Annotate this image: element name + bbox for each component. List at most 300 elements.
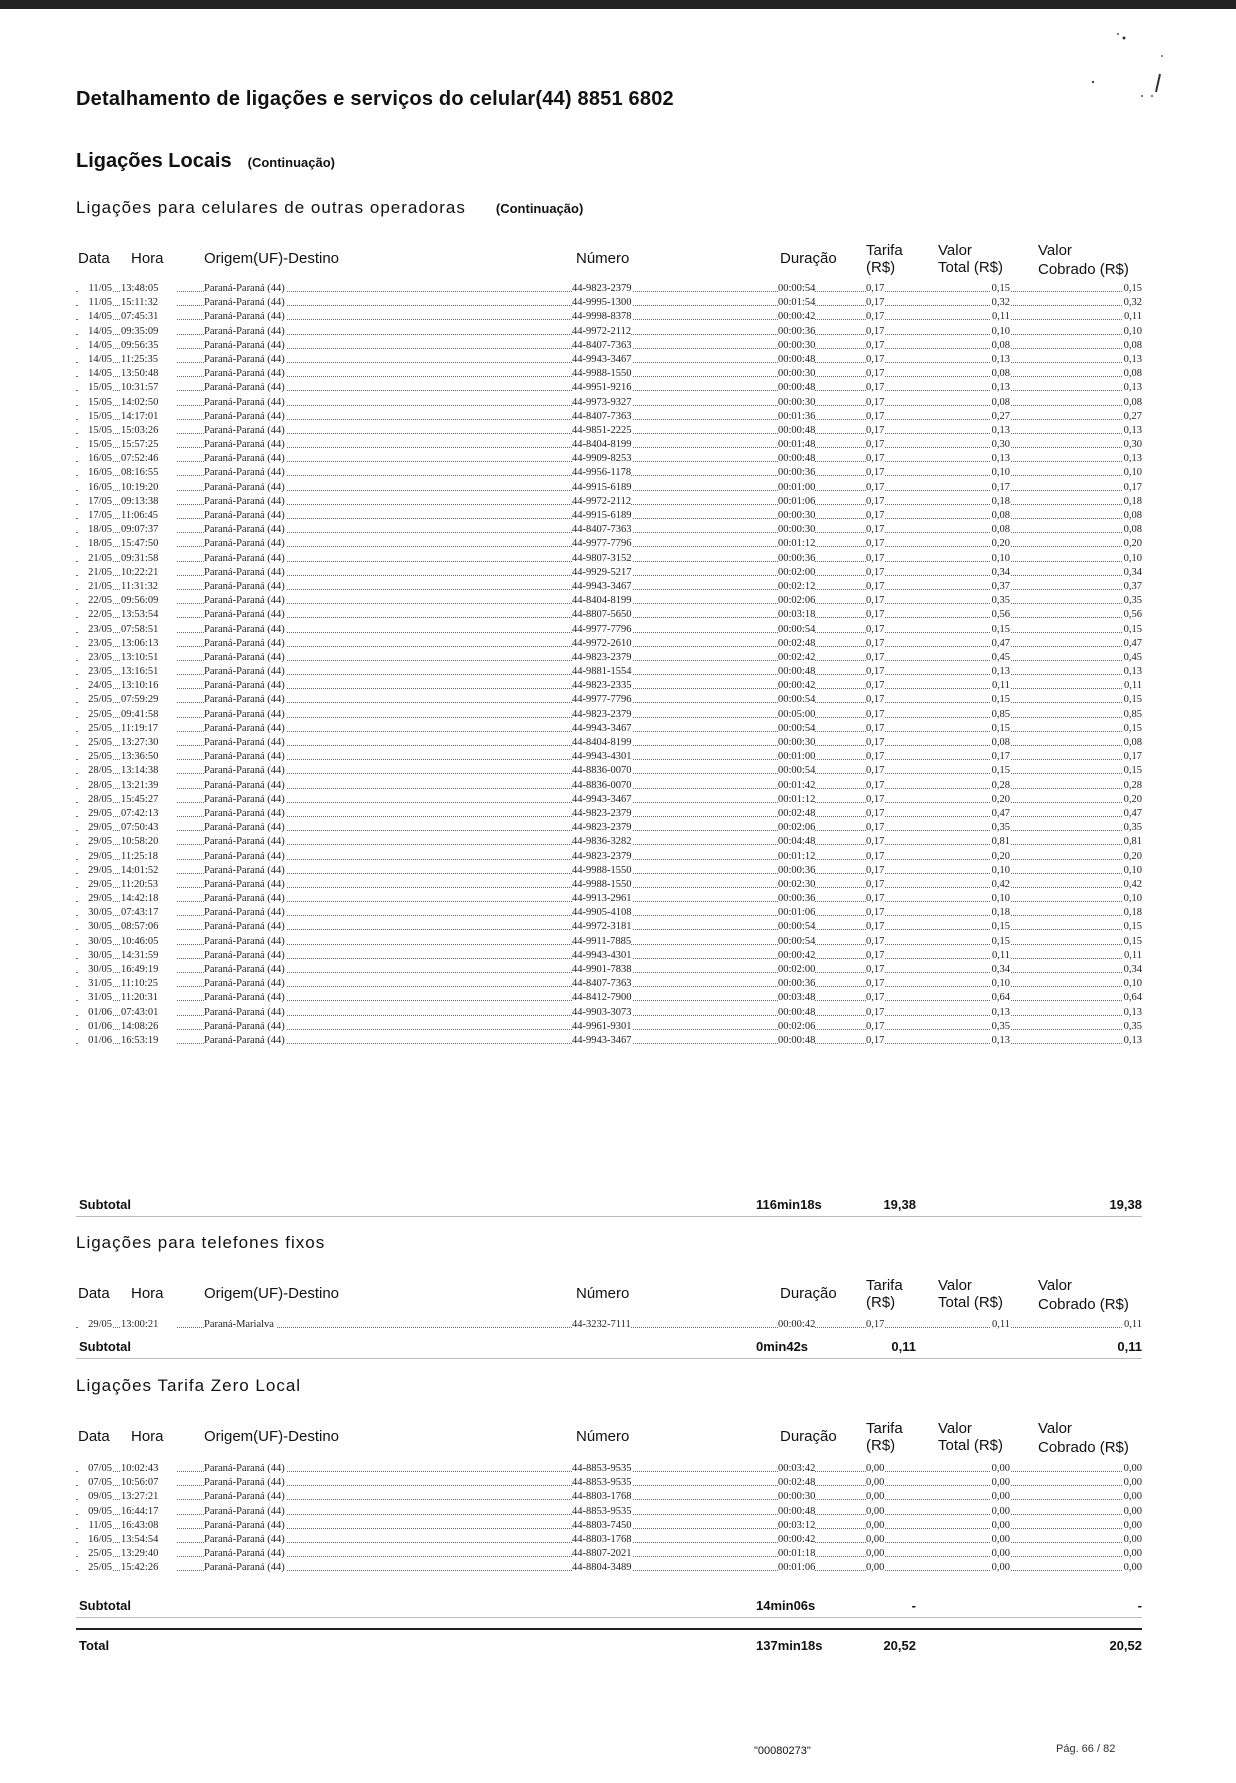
cell-num: 44-3232-7111 — [572, 1319, 631, 1330]
col-valor-total-unit: Total (R$) — [938, 1437, 1004, 1454]
cell-vt: 0,11 — [992, 680, 1010, 692]
cell-orig: Paraná-Paraná (44) — [204, 1533, 285, 1545]
cell-vt: 0,37 — [991, 580, 1010, 592]
cell-tar: 0,17 — [866, 297, 885, 309]
cell-vt: 0,13 — [991, 453, 1010, 465]
cell-hora: 07:43:17 — [120, 906, 176, 920]
table-row — [0, 1462, 1236, 1476]
cell-vt: 0,00 — [991, 1533, 1010, 1545]
cell-num: 44-8836-0070 — [572, 765, 632, 777]
section-title-text: Ligações para telefones fixos — [76, 1233, 326, 1252]
cell-tar: 0,00 — [866, 1491, 885, 1503]
cell-num: 44-9943-3467 — [572, 353, 632, 365]
cell-vt: 0,35 — [991, 822, 1010, 834]
cell-date: 11/05 — [78, 282, 113, 296]
cell-date: 25/05 — [78, 1547, 113, 1561]
cell-vc: 0,08 — [1123, 510, 1142, 521]
cell-orig: Paraná-Paraná (44) — [204, 424, 285, 436]
table-row — [0, 1547, 1236, 1561]
table-row — [0, 438, 1236, 452]
cell-tar: 0,17 — [866, 935, 885, 947]
cell-date: 29/05 — [78, 807, 113, 821]
cell-vt: 0,08 — [991, 396, 1010, 408]
cell-vc: 0,15 — [1123, 694, 1142, 706]
cell-num: 44-8804-3489 — [572, 1562, 632, 1574]
table-row — [0, 296, 1236, 310]
cell-tar: 0,17 — [866, 311, 885, 323]
cell-dur: 00:01:42 — [778, 779, 816, 791]
cell-dur: 00:00:54 — [778, 694, 816, 706]
table-row — [0, 764, 1236, 778]
cell-num: 44-8404-8199 — [572, 737, 632, 748]
col-valor-cobrado: Valor — [1038, 1277, 1072, 1294]
cell-date: 28/05 — [78, 779, 113, 793]
cell-vc: 0,00 — [1123, 1562, 1142, 1574]
cell-hora: 11:25:18 — [120, 850, 176, 864]
cell-hora: 13:16:51 — [120, 665, 176, 679]
cell-vc: 0,35 — [1123, 1020, 1142, 1032]
cell-num: 44-8407-7363 — [572, 410, 632, 422]
table-row — [0, 736, 1236, 750]
local-calls-title: Ligações Locais — [76, 150, 232, 172]
cell-hora: 07:52:46 — [120, 452, 176, 466]
cell-dur: 00:01:06 — [778, 907, 816, 919]
column-header — [0, 1420, 1236, 1466]
cell-hora: 10:31:57 — [120, 381, 176, 395]
cell-tar: 0,17 — [866, 382, 885, 394]
subtotal-row — [76, 1194, 1142, 1217]
cell-date: 29/05 — [78, 850, 113, 864]
cell-num: 44-9823-2379 — [572, 283, 632, 294]
cell-orig: Paraná-Paraná (44) — [204, 1562, 285, 1574]
cell-orig: Paraná-Paraná (44) — [204, 637, 285, 649]
cell-num: 44-9988-1550 — [572, 368, 632, 380]
col-duracao: Duração — [780, 250, 837, 267]
cell-vt: 0,10 — [991, 552, 1010, 564]
cell-vt: 0,47 — [991, 807, 1010, 819]
cell-dur: 00:00:30 — [778, 368, 816, 380]
cell-vt: 0,35 — [991, 1020, 1010, 1032]
cell-vc: 0,18 — [1123, 907, 1142, 919]
cell-hora: 13:14:38 — [120, 764, 176, 778]
cell-hora: 16:53:19 — [120, 1034, 176, 1048]
table-row — [0, 1533, 1236, 1547]
col-data: Data — [78, 1285, 110, 1302]
table-row — [0, 1318, 1236, 1332]
cell-orig: Paraná-Paraná (44) — [204, 1491, 285, 1503]
cell-dur: 00:03:48 — [778, 992, 816, 1004]
cell-orig: Paraná-Paraná (44) — [204, 396, 285, 408]
cell-vc: 0,10 — [1123, 552, 1142, 564]
cell-vt: 0,32 — [991, 297, 1010, 309]
cell-dur: 00:02:06 — [778, 822, 816, 834]
cell-vt: 0,18 — [991, 907, 1010, 919]
cell-vt: 0,35 — [991, 595, 1010, 607]
cell-orig: Paraná-Paraná (44) — [204, 850, 285, 862]
section-continuation: (Continuação) — [495, 201, 584, 216]
cell-date: 30/05 — [78, 920, 113, 934]
total-valor-cobrado: 20,52 — [1109, 1638, 1142, 1653]
cell-vt: 0,28 — [991, 779, 1010, 791]
cell-tar: 0,17 — [866, 368, 885, 380]
subtotal-valor-cobrado: 0,11 — [1117, 1339, 1142, 1354]
cell-num: 44-9823-2379 — [572, 651, 632, 663]
col-duracao: Duração — [780, 1428, 837, 1445]
cell-date: 29/05 — [78, 835, 113, 849]
table-row — [0, 665, 1236, 679]
col-data: Data — [78, 250, 110, 267]
table-row — [0, 523, 1236, 537]
table-row — [0, 708, 1236, 722]
cell-dur: 00:01:06 — [778, 1562, 816, 1574]
cell-tar: 0,17 — [866, 1006, 885, 1018]
cell-date: 29/05 — [78, 1318, 113, 1332]
cell-hora: 16:44:17 — [120, 1505, 176, 1519]
cell-num: 44-9913-2961 — [572, 893, 632, 905]
cell-date: 22/05 — [78, 608, 113, 622]
cell-dur: 00:00:30 — [778, 737, 816, 748]
cell-dur: 00:00:30 — [778, 510, 816, 521]
cell-tar: 0,17 — [866, 949, 885, 961]
cell-hora: 10:46:05 — [120, 935, 176, 949]
table-row — [0, 651, 1236, 665]
table-row — [0, 509, 1236, 523]
cell-orig: Paraná-Paraná (44) — [204, 552, 285, 564]
cell-vt: 0,20 — [991, 538, 1010, 550]
col-valor-total: Valor — [938, 1277, 972, 1294]
subtotal-valor-total: - — [911, 1598, 916, 1613]
cell-date: 30/05 — [78, 963, 113, 977]
cell-tar: 0,17 — [866, 396, 885, 408]
cell-vc: 0,15 — [1123, 935, 1142, 947]
cell-hora: 13:27:30 — [120, 736, 176, 750]
cell-vt: 0,13 — [991, 1034, 1010, 1046]
cell-num: 44-9995-1300 — [572, 297, 632, 309]
cell-tar: 0,17 — [866, 623, 885, 635]
col-hora: Hora — [131, 1285, 164, 1302]
table-row — [0, 1561, 1236, 1575]
cell-tar: 0,17 — [866, 552, 885, 564]
cell-dur: 00:00:48 — [778, 1034, 816, 1046]
subtotal-row — [76, 1595, 1142, 1618]
cell-tar: 0,00 — [866, 1548, 885, 1560]
cell-orig: Paraná-Paraná (44) — [204, 566, 285, 578]
cell-orig: Paraná-Paraná (44) — [204, 1006, 285, 1018]
cell-hora: 13:54:54 — [120, 1533, 176, 1547]
cell-tar: 0,17 — [866, 694, 885, 706]
table-row — [0, 608, 1236, 622]
cell-orig: Paraná-Paraná (44) — [204, 978, 285, 990]
cell-vt: 0,56 — [991, 609, 1010, 621]
cell-vc: 0,08 — [1123, 524, 1142, 536]
cell-num: 44-8803-1768 — [572, 1491, 632, 1503]
total-label: Total — [79, 1638, 110, 1653]
col-valor-cobrado-unit: Cobrado (R$) — [1038, 261, 1129, 278]
cell-vt: 0,10 — [991, 864, 1010, 876]
table-row — [0, 1505, 1236, 1519]
cell-vt: 0,81 — [991, 836, 1010, 848]
cell-dur: 00:00:48 — [778, 666, 816, 678]
cell-date: 15/05 — [78, 438, 113, 452]
cell-vc: 0,13 — [1123, 666, 1142, 678]
col-valor-total-unit: Total (R$) — [938, 1294, 1004, 1311]
cell-vt: 0,00 — [991, 1491, 1010, 1503]
cell-hora: 11:25:35 — [120, 353, 176, 367]
cell-date: 14/05 — [78, 353, 113, 367]
cell-num: 44-9903-3073 — [572, 1006, 632, 1018]
cell-orig: Paraná-Paraná (44) — [204, 751, 285, 763]
subtotal-valor-total: 0,11 — [891, 1339, 916, 1354]
cell-vt: 0,64 — [991, 992, 1010, 1004]
cell-vt: 0,15 — [991, 722, 1010, 734]
cell-hora: 09:31:58 — [120, 552, 176, 566]
cell-orig: Paraná-Paraná (44) — [204, 580, 285, 592]
cell-num: 44-9943-3467 — [572, 1034, 632, 1046]
cell-tar: 0,17 — [866, 467, 885, 479]
cell-tar: 0,17 — [866, 878, 885, 890]
cell-num: 44-9943-4301 — [572, 751, 632, 763]
cell-date: 09/05 — [78, 1490, 113, 1504]
cell-num: 44-8404-8199 — [572, 439, 632, 451]
cell-date: 07/05 — [78, 1476, 113, 1490]
cell-vc: 0,27 — [1123, 410, 1142, 422]
cell-dur: 00:02:12 — [778, 580, 816, 592]
cell-dur: 00:00:48 — [778, 424, 816, 436]
table-row — [0, 495, 1236, 509]
cell-vt: 0,27 — [991, 410, 1010, 422]
cell-orig: Paraná-Paraná (44) — [204, 935, 285, 947]
cell-num: 44-9915-6189 — [572, 510, 632, 521]
cell-hora: 10:58:20 — [120, 835, 176, 849]
cell-orig: Paraná-Paraná (44) — [204, 382, 285, 394]
cell-num: 44-8404-8199 — [572, 595, 632, 607]
cell-hora: 14:17:01 — [120, 410, 176, 424]
table-row — [0, 693, 1236, 707]
table-row — [0, 566, 1236, 580]
col-valor-total: Valor — [938, 242, 972, 259]
cell-hora: 08:16:55 — [120, 466, 176, 480]
table-row — [0, 1519, 1236, 1533]
cell-hora: 13:00:21 — [120, 1318, 176, 1332]
cell-tar: 0,17 — [866, 637, 885, 649]
cell-orig: Paraná-Paraná (44) — [204, 779, 285, 791]
cell-vc: 0,81 — [1123, 836, 1142, 848]
cell-dur: 00:04:48 — [778, 836, 816, 848]
cell-tar: 0,17 — [866, 708, 885, 720]
cell-date: 01/06 — [78, 1034, 113, 1048]
col-tarifa: Tarifa — [866, 1420, 903, 1437]
cell-vc: 0,15 — [1123, 722, 1142, 734]
table-row — [0, 353, 1236, 367]
cell-date: 25/05 — [78, 750, 113, 764]
cell-tar: 0,00 — [866, 1505, 885, 1517]
cell-tar: 0,17 — [866, 751, 885, 763]
cell-orig: Paraná-Paraná (44) — [204, 311, 285, 323]
cell-vc: 0,00 — [1123, 1548, 1142, 1560]
cell-dur: 00:00:30 — [778, 339, 816, 351]
cell-num: 44-9972-2112 — [572, 325, 632, 337]
cell-date: 28/05 — [78, 793, 113, 807]
cell-orig: Paraná-Paraná (44) — [204, 524, 285, 536]
cell-vt: 0,00 — [991, 1505, 1010, 1517]
cell-hora: 10:22:21 — [120, 566, 176, 580]
cell-vc: 0,11 — [1124, 680, 1142, 692]
cell-dur: 00:01:36 — [778, 410, 816, 422]
cell-num: 44-9823-2379 — [572, 850, 632, 862]
cell-dur: 00:05:00 — [778, 708, 816, 720]
local-calls-continuation: (Continuação) — [247, 155, 336, 170]
cell-orig: Paraná-Paraná (44) — [204, 708, 285, 720]
cell-date: 16/05 — [78, 466, 113, 480]
section-title-text: Ligações Tarifa Zero Local — [76, 1376, 302, 1395]
cell-date: 28/05 — [78, 764, 113, 778]
cell-orig: Paraná-Paraná (44) — [204, 1548, 285, 1560]
cell-dur: 00:00:36 — [778, 864, 816, 876]
cell-dur: 00:02:48 — [778, 637, 816, 649]
cell-orig: Paraná-Paraná (44) — [204, 836, 285, 848]
table-row — [0, 552, 1236, 566]
cell-num: 44-8853-9535 — [572, 1477, 632, 1489]
cell-num: 44-8836-0070 — [572, 779, 632, 791]
cell-dur: 00:01:00 — [778, 481, 816, 493]
cell-orig: Paraná-Paraná (44) — [204, 481, 285, 493]
cell-hora: 15:42:26 — [120, 1561, 176, 1575]
cell-hora: 09:41:58 — [120, 708, 176, 722]
table-row — [0, 963, 1236, 977]
cell-num: 44-9881-1554 — [572, 666, 632, 678]
cell-tar: 0,17 — [866, 807, 885, 819]
cell-vt: 0,45 — [991, 651, 1010, 663]
cell-hora: 13:29:40 — [120, 1547, 176, 1561]
cell-tar: 0,17 — [866, 765, 885, 777]
cell-dur: 00:02:06 — [778, 595, 816, 607]
cell-num: 44-9988-1550 — [572, 864, 632, 876]
cell-num: 44-9943-3467 — [572, 722, 632, 734]
cell-hora: 14:08:26 — [120, 1020, 176, 1034]
cell-num: 44-8407-7363 — [572, 524, 632, 536]
cell-dur: 00:00:54 — [778, 623, 816, 635]
table-row — [0, 906, 1236, 920]
cell-vc: 0,08 — [1123, 339, 1142, 351]
cell-orig: Paraná-Paraná (44) — [204, 822, 285, 834]
cell-date: 18/05 — [78, 523, 113, 537]
cell-date: 14/05 — [78, 339, 113, 353]
cell-dur: 00:00:36 — [778, 325, 816, 337]
cell-date: 09/05 — [78, 1505, 113, 1519]
cell-hora: 13:27:21 — [120, 1490, 176, 1504]
cell-vc: 0,20 — [1123, 793, 1142, 805]
col-numero: Número — [576, 250, 630, 267]
cell-num: 44-9901-7838 — [572, 964, 632, 975]
cell-vc: 0,00 — [1123, 1505, 1142, 1517]
cell-date: 30/05 — [78, 949, 113, 963]
cell-orig: Paraná-Paraná (44) — [204, 339, 285, 351]
cell-dur: 00:02:30 — [778, 878, 816, 890]
col-origem: Origem(UF)-Destino — [204, 250, 340, 267]
cell-num: 44-9943-3467 — [572, 793, 632, 805]
cell-hora: 13:48:05 — [120, 282, 176, 296]
cell-hora: 14:42:18 — [120, 892, 176, 906]
cell-orig: Paraná-Paraná (44) — [204, 297, 285, 309]
cell-dur: 00:03:12 — [778, 1519, 816, 1531]
cell-orig: Paraná-Paraná (44) — [204, 1020, 285, 1032]
cell-num: 44-9905-4108 — [572, 907, 632, 919]
cell-hora: 11:19:17 — [120, 722, 176, 736]
cell-orig: Paraná-Paraná (44) — [204, 878, 285, 890]
cell-vc: 0,20 — [1123, 538, 1142, 550]
cell-hora: 15:11:32 — [120, 296, 176, 310]
cell-dur: 00:01:12 — [778, 538, 816, 550]
cell-hora: 16:43:08 — [120, 1519, 176, 1533]
cell-date: 31/05 — [78, 977, 113, 991]
cell-date: 29/05 — [78, 892, 113, 906]
cell-vt: 0,00 — [991, 1548, 1010, 1560]
calls-table — [0, 1318, 1236, 1332]
cell-dur: 00:01:12 — [778, 850, 816, 862]
table-row — [0, 821, 1236, 835]
document-code: "00080273" — [754, 1745, 811, 1757]
cell-date: 24/05 — [78, 679, 113, 693]
cell-hora: 11:20:53 — [120, 878, 176, 892]
cell-vc: 0,20 — [1123, 850, 1142, 862]
cell-vc: 0,13 — [1123, 424, 1142, 436]
cell-vc: 0,00 — [1123, 1463, 1142, 1474]
cell-hora: 13:10:51 — [120, 651, 176, 665]
subtotal-label: Subtotal — [79, 1598, 131, 1613]
cell-hora: 16:49:19 — [120, 963, 176, 977]
cell-dur: 00:01:00 — [778, 751, 816, 763]
cell-hora: 11:06:45 — [120, 509, 176, 523]
cell-date: 25/05 — [78, 722, 113, 736]
cell-vc: 0,11 — [1124, 1319, 1142, 1330]
cell-tar: 0,17 — [866, 850, 885, 862]
cell-hora: 09:56:35 — [120, 339, 176, 353]
table-row — [0, 424, 1236, 438]
cell-tar: 0,17 — [866, 836, 885, 848]
table-row — [0, 381, 1236, 395]
cell-num: 44-9956-1178 — [572, 467, 632, 479]
cell-tar: 0,17 — [866, 510, 885, 521]
cell-tar: 0,17 — [866, 566, 885, 578]
cell-vc: 0,13 — [1123, 382, 1142, 394]
cell-hora: 15:45:27 — [120, 793, 176, 807]
cell-orig: Paraná-Paraná (44) — [204, 793, 285, 805]
cell-date: 11/05 — [78, 296, 113, 310]
cell-dur: 00:00:42 — [778, 949, 816, 961]
cell-orig: Paraná-Paraná (44) — [204, 368, 285, 380]
col-tarifa-unit: (R$) — [866, 1437, 896, 1454]
cell-orig: Paraná-Paraná (44) — [204, 353, 285, 365]
cell-date: 01/06 — [78, 1006, 113, 1020]
cell-vc: 0,08 — [1123, 737, 1142, 748]
cell-dur: 00:00:48 — [778, 1505, 816, 1517]
cell-vt: 0,13 — [991, 424, 1010, 436]
cell-hora: 13:53:54 — [120, 608, 176, 622]
cell-vc: 0,11 — [1124, 311, 1142, 323]
table-row — [0, 779, 1236, 793]
cell-num: 44-9977-7796 — [572, 694, 632, 706]
cell-num: 44-9807-3152 — [572, 552, 632, 564]
table-row — [0, 310, 1236, 324]
cell-date: 23/05 — [78, 623, 113, 637]
cell-vt: 0,20 — [991, 793, 1010, 805]
cell-orig: Paraná-Paraná (44) — [204, 325, 285, 337]
cell-vt: 0,34 — [991, 566, 1010, 578]
cell-tar: 0,17 — [866, 680, 885, 692]
cell-num: 44-8853-9535 — [572, 1505, 632, 1517]
table-row — [0, 722, 1236, 736]
cell-num: 44-9973-9327 — [572, 396, 632, 408]
